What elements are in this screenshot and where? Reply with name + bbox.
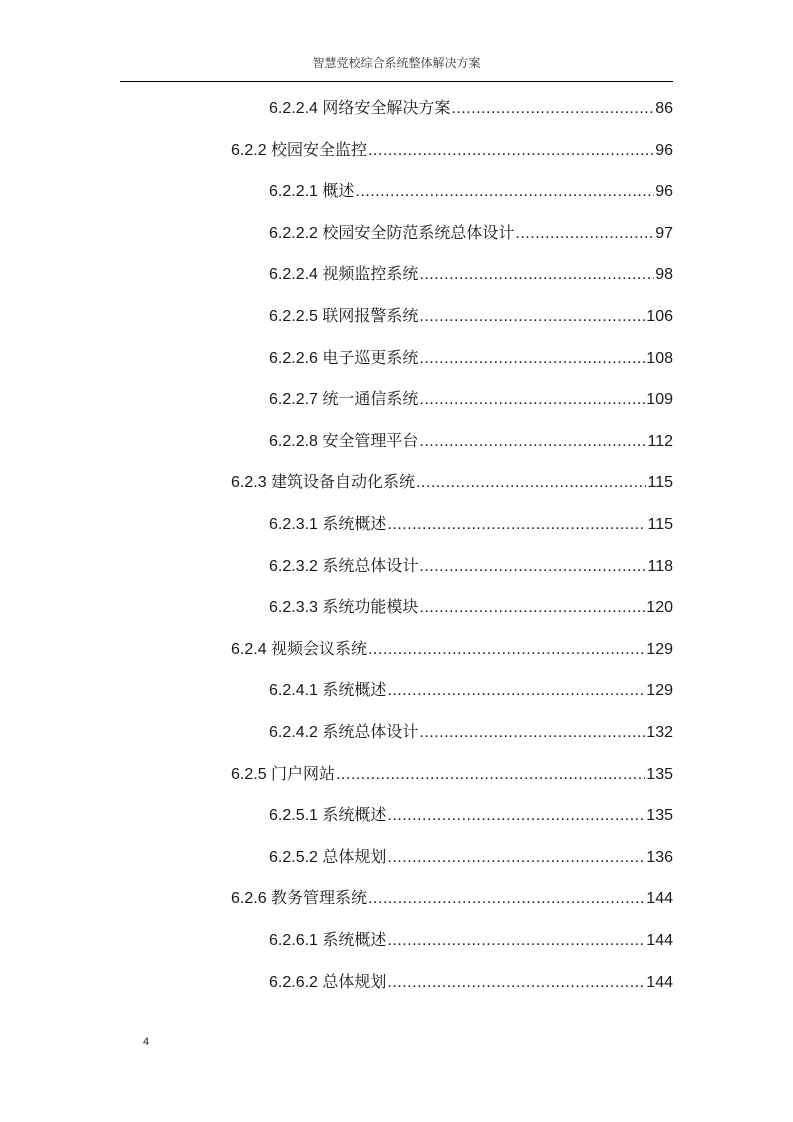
dot-leader xyxy=(416,471,646,495)
dot-leader xyxy=(419,347,645,371)
dot-leader xyxy=(387,513,646,537)
toc-entry-page: 129 xyxy=(646,682,673,700)
toc-entry[interactable] xyxy=(269,721,673,745)
toc-entry-page: 108 xyxy=(646,349,673,367)
toc-entry-title: 6.2.6.1 系统概述 xyxy=(269,932,387,949)
toc-entry[interactable] xyxy=(269,971,673,995)
toc-entry-title: 6.2.5 门户网站 xyxy=(231,765,336,783)
toc-entry-page: 129 xyxy=(646,640,673,658)
page-number: 4 xyxy=(143,1036,150,1048)
running-header: 智慧党校综合系统整体解决方案 xyxy=(312,56,481,70)
toc-entry-page: 106 xyxy=(646,308,673,325)
toc-entry-title: 6.2.4.2 系统总体设计 xyxy=(269,724,419,741)
toc-entry-title: 6.2.4 视频会议系统 xyxy=(231,640,368,658)
dot-leader xyxy=(419,263,654,287)
toc-entry-page: 86 xyxy=(655,100,673,117)
toc-entry-title: 6.2.2.1 概述 xyxy=(269,183,355,201)
toc-entry-title: 6.2.3.2 系统总体设计 xyxy=(269,557,419,575)
toc-entry-page: 144 xyxy=(646,932,673,949)
toc-entry-title: 6.2.2.7 统一通信系统 xyxy=(269,391,419,409)
toc-entry-title: 6.2.4.1 系统概述 xyxy=(269,682,387,700)
toc-entry-title: 6.2.3.1 系统概述 xyxy=(269,516,387,533)
toc-entry[interactable] xyxy=(269,388,673,412)
toc-entry-page: 115 xyxy=(647,516,673,533)
dot-leader xyxy=(419,388,645,412)
toc-entry[interactable] xyxy=(269,97,673,121)
dot-leader xyxy=(419,596,645,620)
toc-entry[interactable] xyxy=(269,929,673,953)
toc-entry[interactable] xyxy=(269,305,673,329)
toc-entry-page: 144 xyxy=(646,890,673,908)
dot-leader xyxy=(387,971,645,995)
toc-entry-page: 96 xyxy=(655,183,673,201)
toc-entry-title: 6.2.2.4 网络安全解决方案 xyxy=(269,100,451,117)
toc-entry-title: 6.2.3.3 系统功能模块 xyxy=(269,599,419,617)
toc-entry[interactable] xyxy=(269,513,673,537)
toc-entry-page: 135 xyxy=(646,807,673,825)
dot-leader xyxy=(419,721,645,745)
toc-entry[interactable] xyxy=(269,804,673,828)
toc-entry-title: 6.2.2.4 视频监控系统 xyxy=(269,266,419,284)
toc-entry-title: 6.2.6.2 总体规划 xyxy=(269,973,387,991)
toc-entry-page: 96 xyxy=(655,141,673,159)
dot-leader xyxy=(368,139,654,163)
toc-entry[interactable] xyxy=(269,222,673,246)
dot-leader xyxy=(515,222,654,246)
toc-entry-title: 6.2.2.8 安全管理平台 xyxy=(269,432,419,450)
dot-leader xyxy=(419,430,646,454)
toc-entry-page: 135 xyxy=(646,765,673,783)
dot-leader xyxy=(451,97,654,121)
toc-entry-page: 97 xyxy=(655,224,673,242)
toc-entry-page: 144 xyxy=(646,973,673,991)
dot-leader xyxy=(419,305,645,329)
dot-leader xyxy=(419,555,646,579)
dot-leader xyxy=(387,846,645,870)
toc-entry-page: 98 xyxy=(655,266,673,284)
toc-entry[interactable] xyxy=(231,763,673,787)
toc-entry-page: 132 xyxy=(646,724,673,741)
dot-leader xyxy=(387,804,645,828)
toc-entry[interactable] xyxy=(269,263,673,287)
dot-leader xyxy=(368,887,645,911)
toc-entry[interactable] xyxy=(231,139,673,163)
toc-entry-page: 109 xyxy=(646,391,673,409)
dot-leader xyxy=(387,929,645,953)
toc-entry-title: 6.2.5.2 总体规划 xyxy=(269,848,387,866)
toc-entry-title: 6.2.3 建筑设备自动化系统 xyxy=(231,474,416,492)
toc-entry-title: 6.2.2 校园安全监控 xyxy=(231,141,368,159)
toc-entry[interactable] xyxy=(269,430,673,454)
toc-entry-title: 6.2.2.6 电子巡更系统 xyxy=(269,349,419,367)
toc-entry[interactable] xyxy=(269,555,673,579)
toc-entry-title: 6.2.2.5 联网报警系统 xyxy=(269,308,419,325)
toc-entry[interactable] xyxy=(269,347,673,371)
toc-entry[interactable] xyxy=(269,596,673,620)
dot-leader xyxy=(355,180,654,204)
toc-entry[interactable] xyxy=(231,887,673,911)
toc-entry-page: 136 xyxy=(646,848,673,866)
toc-entry-title: 6.2.5.1 系统概述 xyxy=(269,807,387,825)
toc-entry[interactable] xyxy=(269,679,673,703)
toc-entry[interactable] xyxy=(269,180,673,204)
dot-leader xyxy=(336,763,645,787)
toc-entry-page: 115 xyxy=(647,474,673,492)
dot-leader xyxy=(387,679,645,703)
toc-entry-title: 6.2.2.2 校园安全防范系统总体设计 xyxy=(269,224,515,242)
toc-entry[interactable] xyxy=(231,638,673,662)
header-rule xyxy=(120,81,673,82)
toc-entry-title: 6.2.6 教务管理系统 xyxy=(231,890,368,908)
toc-entry-page: 118 xyxy=(647,557,673,575)
toc-entry[interactable] xyxy=(269,846,673,870)
dot-leader xyxy=(368,638,645,662)
toc-entry[interactable] xyxy=(231,471,673,495)
toc-entry-page: 120 xyxy=(646,599,673,617)
toc-entry-page: 112 xyxy=(647,432,673,450)
